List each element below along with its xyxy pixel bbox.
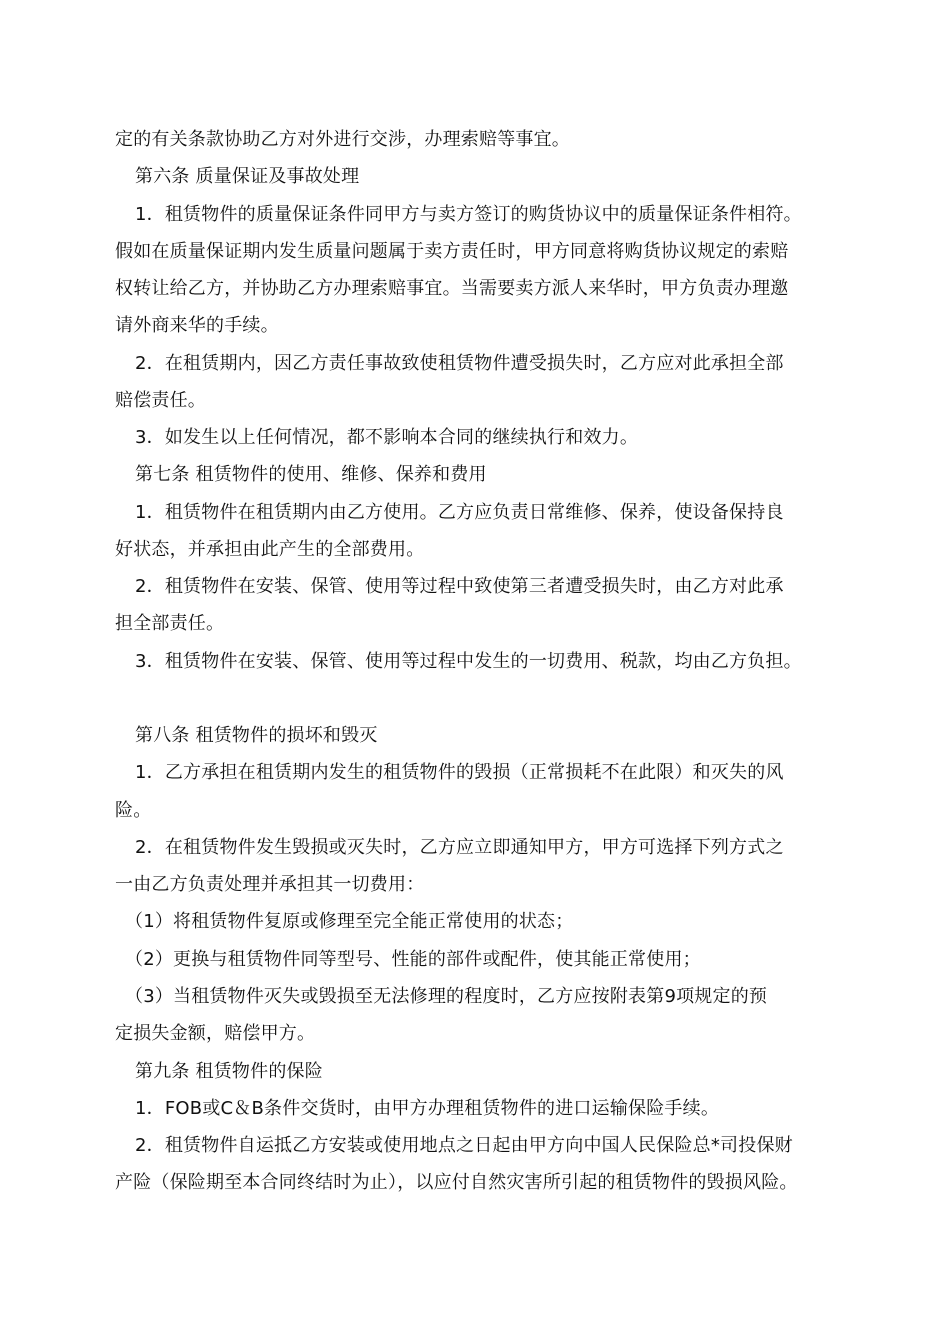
section-heading-6: 第六条 质量保证及事故处理 (135, 166, 360, 187)
section-heading-8: 第八条 租赁物件的损坏和毁灭 (135, 725, 378, 746)
text-line: 1．乙方承担在租赁期内发生的租赁物件的毁损（正常损耗不在此限）和灭失的风 (135, 762, 784, 783)
text-line: （3）当租赁物件灭失或毁损至无法修理的程度时，乙方应按附表第9项规定的预 (125, 986, 768, 1007)
text-line: 2．租赁物件在安装、保管、使用等过程中致使第三者遭受损失时，由乙方对此承 (135, 576, 784, 597)
text-line: 产险（保险期至本合同终结时为止），以应付自然灾害所引起的租赁物件的毁损风险。 (115, 1172, 798, 1193)
text-line: 2．在租赁物件发生毁损或灭失时，乙方应立即通知甲方，甲方可选择下列方式之 (135, 837, 784, 858)
text-line: 赔偿责任。 (115, 390, 206, 411)
text-line: （1）将租赁物件复原或修理至完全能正常使用的状态； (125, 911, 574, 932)
text-line: 好状态，并承担由此产生的全部费用。 (115, 539, 425, 560)
text-line: 定损失金额，赔偿甲方。 (115, 1023, 316, 1044)
text-line: 险。 (115, 800, 152, 821)
section-heading-7: 第七条 租赁物件的使用、维修、保养和费用 (135, 464, 487, 485)
text-line: 权转让给乙方，并协助乙方办理索赔事宜。当需要卖方派人来华时，甲方负责办理邀 (115, 278, 789, 299)
text-line: 一由乙方负责处理并承担其一切费用： (115, 874, 425, 895)
text-line: 请外商来华的手续。 (115, 315, 279, 336)
text-line: 1．租赁物件的质量保证条件同甲方与卖方签订的购货协议中的质量保证条件相符。 (135, 204, 802, 225)
text-line: 1．租赁物件在租赁期内由乙方使用。乙方应负责日常维修、保养，使设备保持良 (135, 502, 784, 523)
text-line: 3．租赁物件在安装、保管、使用等过程中发生的一切费用、税款，均由乙方负担。 (135, 651, 802, 672)
text-line: 1．FOB或C＆B条件交货时，由甲方办理租赁物件的进口运输保险手续。 (135, 1098, 720, 1119)
section-heading-9: 第九条 租赁物件的保险 (135, 1061, 323, 1082)
text-line: 假如在质量保证期内发生质量问题属于卖方责任时，甲方同意将购货协议规定的索赔 (115, 241, 789, 262)
text-line: 3．如发生以上任何情况，都不影响本合同的继续执行和效力。 (135, 427, 639, 448)
text-line: 定的有关条款协助乙方对外进行交涉，办理索赔等事宜。 (115, 129, 570, 150)
text-line: 2．在租赁期内，因乙方责任事故致使租赁物件遭受损失时，乙方应对此承担全部 (135, 353, 784, 374)
text-line: 担全部责任。 (115, 613, 225, 634)
text-line: （2）更换与租赁物件同等型号、性能的部件或配件，使其能正常使用； (125, 949, 701, 970)
text-line: 2．租赁物件自运抵乙方安装或使用地点之日起由甲方向中国人民保险总*司投保财 (135, 1135, 793, 1156)
